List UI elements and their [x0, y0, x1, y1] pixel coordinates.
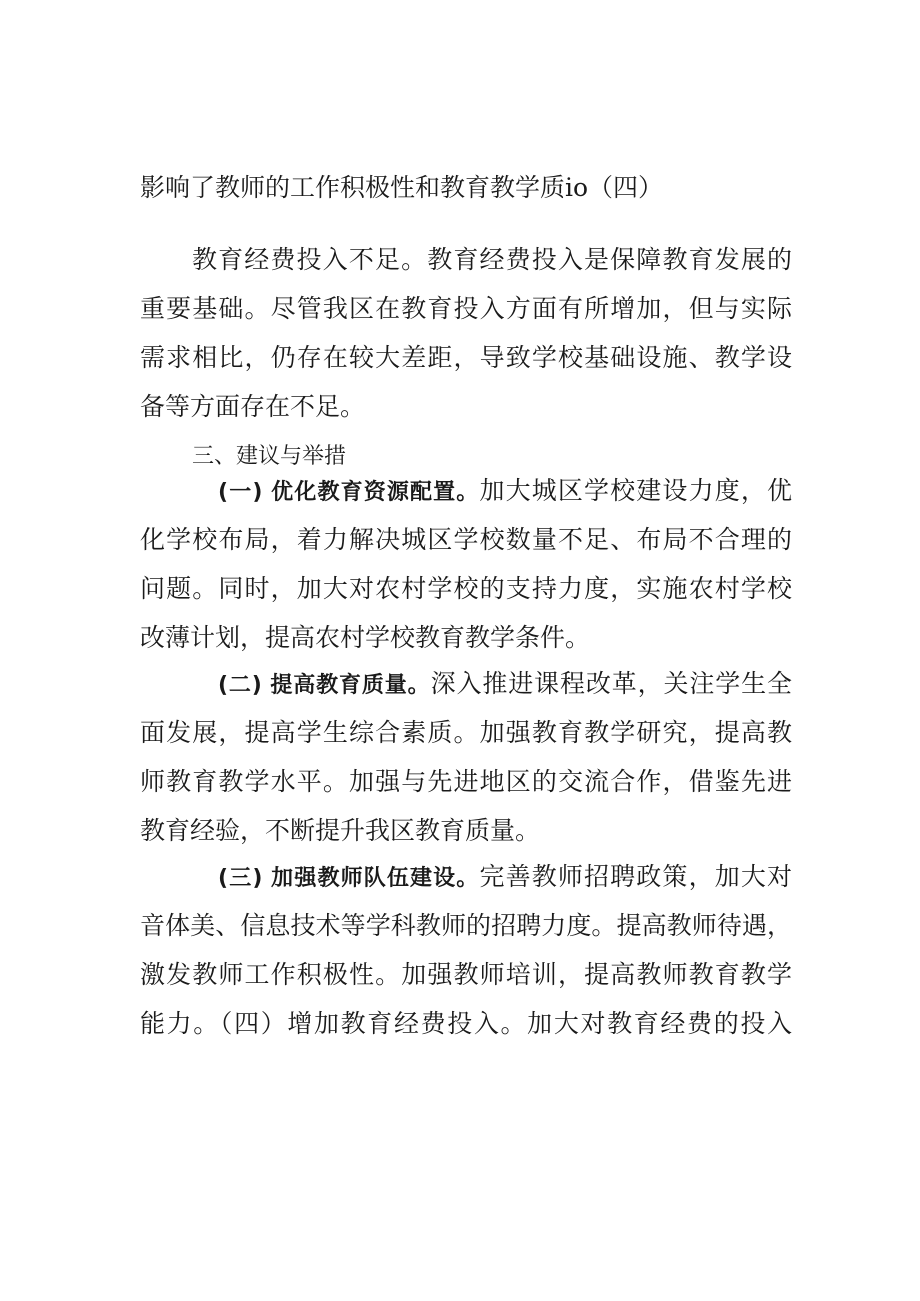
subsection-first-line [218, 857, 792, 897]
subsection-title: (三) 加强教师队伍建设。 [218, 866, 480, 891]
paragraph-line: 化学校布局，着力解决城区学校数量不足、布局不合理的 [140, 525, 792, 554]
subsection-text: 完善教师招聘政策，加大对 [479, 862, 792, 891]
section-heading: 三、建议与举措 [192, 444, 347, 469]
paragraph-line: 改薄计划，提高农村学校教育教学条件。 [140, 623, 591, 652]
paragraph-line: 师教育教学水平。加强与先进地区的交流合作，借鉴先进 [140, 767, 792, 796]
paragraph-line: 问题。同时，加大对农村学校的支持力度，实施农村学校 [140, 574, 792, 603]
subsection-title: (二) 提高教育质量。 [218, 673, 431, 698]
subsection-text: 加大城区学校建设力度，优 [479, 476, 792, 505]
subsection-first-line [218, 471, 792, 511]
paragraph-line: 教育经验，不断提升我区教育质量。 [140, 816, 541, 845]
subsection-title: (一) 优化教育资源配置。 [218, 480, 480, 505]
paragraph-line: 需求相比，仍存在较大差距，导致学校基础设施、教学设 [140, 343, 792, 372]
paragraph-line: 面发展，提高学生综合素质。加强教育教学研究，提高教 [140, 718, 792, 747]
paragraph-line: 影响了教师的工作积极性和教育教学质io（四） [140, 173, 664, 202]
paragraph-line: 备等方面存在不足。 [140, 392, 366, 421]
subsection-first-line [218, 664, 792, 704]
paragraph-line: 音体美、信息技术等学科教师的招聘力度。提高教师待遇， [140, 911, 792, 940]
paragraph-line: 激发教师工作积极性。加强教师培训，提高教师教育教学 [140, 960, 792, 989]
paragraph-line: 能力。（四）增加教育经费投入。加大对教育经费的投入 [140, 1009, 792, 1038]
paragraph-line: 重要基础。尽管我区在教育投入方面有所增加，但与实际 [140, 294, 792, 323]
paragraph-line: 教育经费投入不足。教育经费投入是保障教育发展的 [192, 245, 792, 274]
subsection-text: 深入推进课程改革，关注学生全 [430, 669, 792, 698]
